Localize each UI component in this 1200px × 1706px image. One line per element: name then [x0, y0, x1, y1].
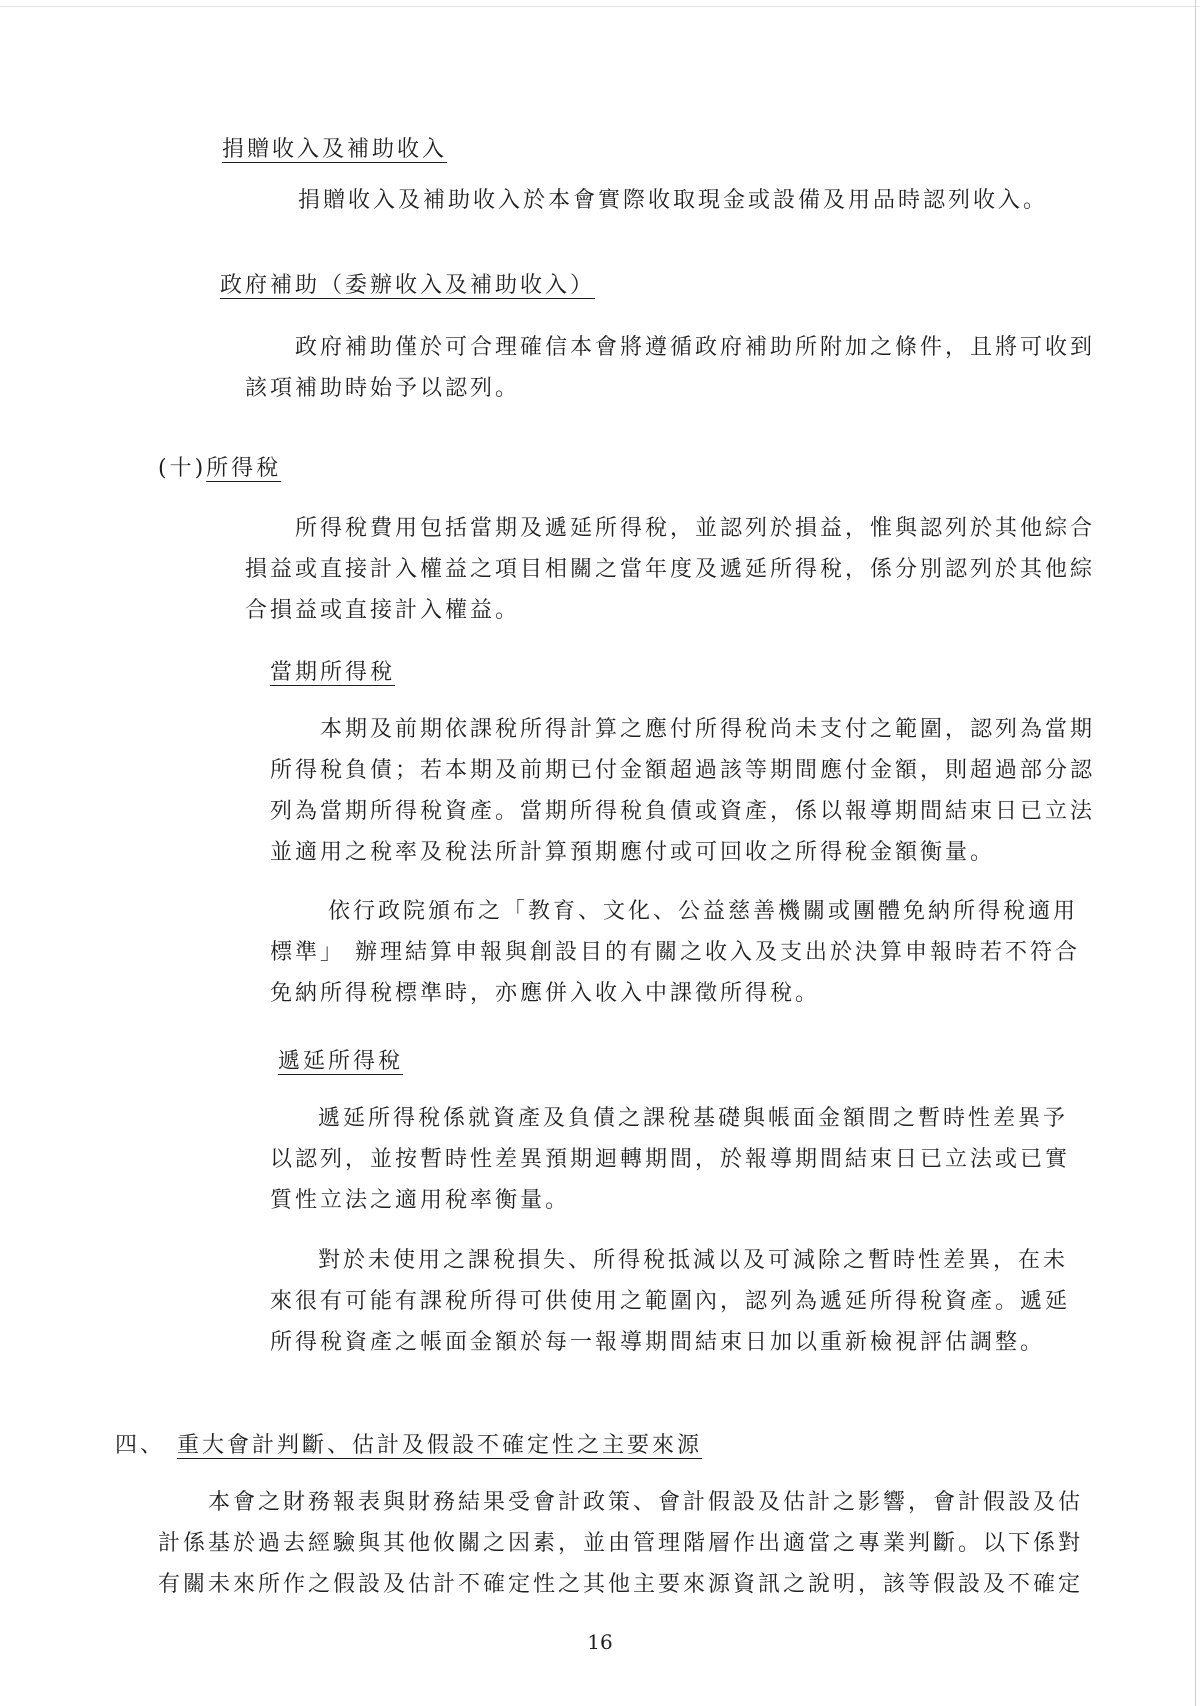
text-line: 損益或直接計入權益之項目相關之當年度及遞延所得稅，係分別認列於其他綜: [245, 557, 1096, 582]
para-current-tax-rest: [270, 750, 1095, 873]
para-deferred-tax-asset-line1: [318, 1240, 1068, 1281]
text-line: 該項補助時始予以認列。: [245, 376, 521, 401]
text-line: 本期及前期依課稅所得計算之應付所得稅尚未支付之範圍，認列為當期: [320, 717, 1096, 742]
text-line: 來很有可能有課稅所得可供使用之範圍內，認列為遞延所得稅資產。遞延: [270, 1289, 1071, 1314]
text-line: 所得稅資產之帳面金額於每一報導期間結束日加以重新檢視評估調整。: [270, 1330, 1046, 1355]
scan-edge-top: [0, 6, 1200, 7]
text-line: 依行政院頒布之「教育、文化、公益慈善機關或團體免納所得稅適用: [328, 899, 1079, 924]
page-number: 16: [587, 1630, 613, 1654]
text-line: 以認列，並按暫時性差異預期迴轉期間，於報導期間結束日已立法或已實: [270, 1147, 1071, 1172]
para-current-tax-exempt-line1: [328, 891, 1078, 932]
para-deferred-tax-rest: [270, 1139, 1070, 1221]
section-number: (十): [158, 456, 207, 481]
heading-government-grant: 政府補助（委辦收入及補助收入）: [220, 273, 596, 298]
text-line: 本會之財務報表與財務結果受會計政策、會計假設及估計之影響，會計假設及估: [208, 1490, 1084, 1515]
text-line: 合損益或直接計入權益。: [245, 598, 521, 623]
text-line: 免納所得稅標準時，亦應併入收入中課徵所得稅。: [270, 981, 821, 1006]
scan-edge-right: [1195, 0, 1196, 1706]
para-critical-rest: [158, 1523, 1083, 1605]
para-critical-line1: [208, 1482, 1083, 1523]
heading-critical-judgments: [115, 1428, 702, 1459]
para-deferred-tax-asset-rest: [270, 1281, 1070, 1363]
text-line: 並適用之稅率及稅法所計算預期應付或可回收之所得稅金額衡量。: [270, 840, 996, 865]
para-deferred-tax-line1: [318, 1098, 1068, 1139]
text-line: 標準」 辦理結算申報與創設目的有關之收入及支出於決算申報時若不符合: [270, 940, 1080, 965]
para-income-tax-line1: [295, 508, 1095, 549]
heading-deferred-tax: 遞延所得稅: [278, 1049, 404, 1074]
section-title: 所得稅: [206, 456, 282, 481]
text-line: 遞延所得稅係就資產及負債之課稅基礎與帳面金額間之暫時性差異予: [318, 1106, 1069, 1131]
section-number: 四、: [115, 1433, 166, 1458]
text-line: 計係基於過去經驗與其他攸關之因素，並由管理階層作出適當之專業判斷。以下係對: [158, 1531, 1084, 1556]
para-government-grant-line1: [295, 327, 1095, 368]
text-line: 所得稅負債；若本期及前期已付金額超過該等期間應付金額，則超過部分認: [270, 758, 1096, 783]
section-title: 重大會計判斷、估計及假設不確定性之主要來源: [177, 1433, 703, 1458]
para-current-tax-exempt-rest: [270, 932, 1080, 1014]
text-line: 有關未來所作之假設及估計不確定性之其他主要來源資訊之說明，該等假設及不確定: [158, 1572, 1084, 1597]
text-line: 所得稅費用包括當期及遞延所得稅，並認列於損益，惟與認列於其他綜合: [295, 516, 1096, 541]
text-line: 列為當期所得稅資產。當期所得稅負債或資產，係以報導期間結束日已立法: [270, 799, 1096, 824]
text-line: 質性立法之適用稅率衡量。: [270, 1188, 571, 1213]
heading-donation-income: 捐贈收入及補助收入: [222, 137, 448, 162]
heading-income-tax: [158, 451, 281, 482]
heading-current-tax: 當期所得稅: [270, 660, 396, 685]
text-line: 政府補助僅於可合理確信本會將遵循政府補助所附加之條件，且將可收到: [295, 335, 1096, 360]
text-line: 捐贈收入及補助收入於本會實際收取現金或設備及用品時認列收入。: [298, 188, 1049, 213]
text-line: 對於未使用之課稅損失、所得稅抵減以及可減除之暫時性差異，在未: [318, 1248, 1069, 1273]
para-current-tax-line1: [320, 709, 1095, 750]
para-donation-income: [298, 180, 1048, 221]
para-income-tax-rest: [245, 549, 1095, 631]
para-government-grant-line2: [245, 368, 520, 409]
